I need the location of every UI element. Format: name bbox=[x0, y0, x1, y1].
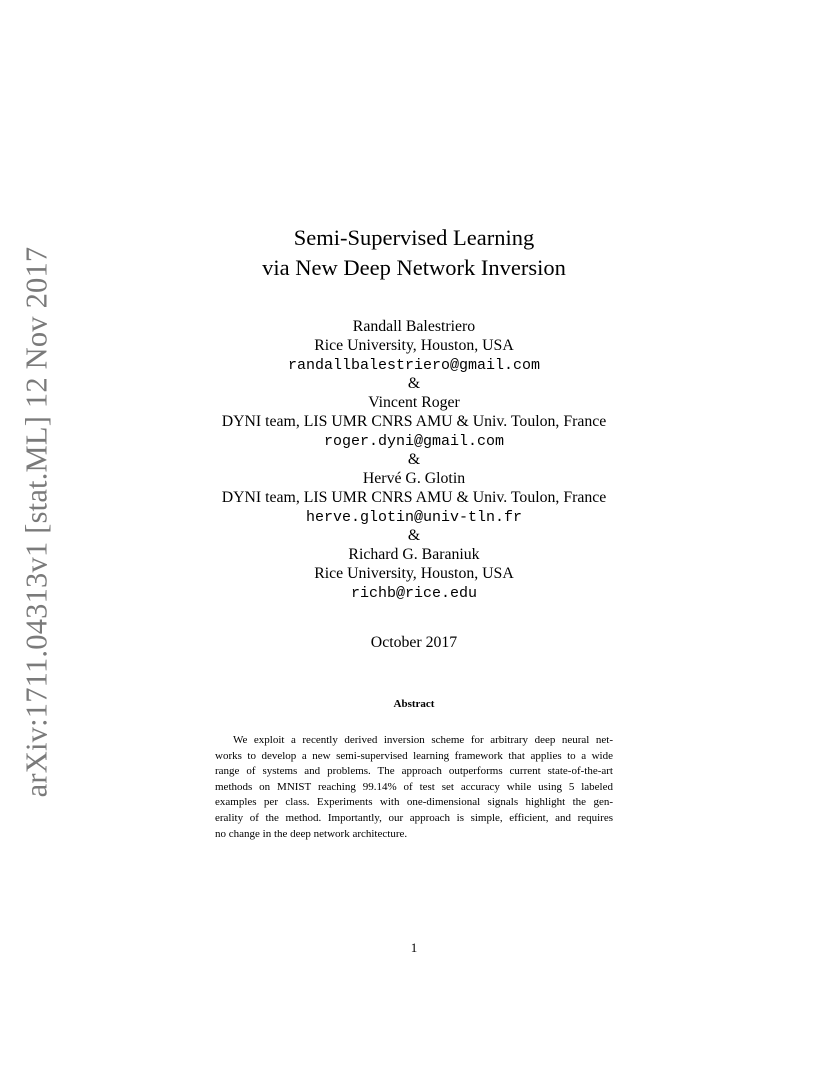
author-name: Randall Balestriero bbox=[352, 318, 476, 335]
author-email: richb@rice.edu bbox=[350, 585, 478, 602]
abstract-line: We exploit a recently derived inversion scheme for arbitrary deep neural net- bbox=[233, 734, 613, 746]
arxiv-identifier-stamp: arXiv:1711.04313v1 [stat.ML] 12 Nov 2017 bbox=[19, 246, 54, 798]
abstract-line: works to develop a new semi-supervised learning framework that applies to a wide bbox=[215, 749, 613, 762]
paper-title-line-2: via New Deep Network Inversion bbox=[262, 255, 566, 280]
author-separator: & bbox=[407, 527, 421, 544]
abstract-line: range of systems and problems. The approach outperforms current state-of-the-art bbox=[215, 765, 613, 778]
author-email: herve.glotin@univ-tln.fr bbox=[305, 509, 523, 526]
paper-title-line-1: Semi-Supervised Learning bbox=[293, 225, 535, 250]
author-affiliation: Rice University, Houston, USA bbox=[314, 565, 514, 582]
abstract-line: erality of the method. Importantly, our approach is simple, efficient, and requires bbox=[215, 811, 613, 824]
author-name: Richard G. Baraniuk bbox=[348, 546, 480, 563]
author-separator: & bbox=[407, 375, 421, 392]
abstract-line: methods on MNIST reaching 99.14% of test set accuracy while using 5 labeled bbox=[215, 780, 613, 793]
author-email: roger.dyni@gmail.com bbox=[323, 433, 505, 450]
author-name: Hervé G. Glotin bbox=[362, 470, 466, 487]
author-affiliation: DYNI team, LIS UMR CNRS AMU & Univ. Toulon, France bbox=[221, 413, 607, 430]
abstract-body bbox=[215, 733, 613, 842]
author-affiliation: DYNI team, LIS UMR CNRS AMU & Univ. Toulon, France bbox=[221, 489, 607, 506]
author-separator: & bbox=[407, 451, 421, 468]
page-number: 1 bbox=[410, 940, 418, 955]
author-name: Vincent Roger bbox=[368, 394, 460, 411]
abstract-line: no change in the deep network architecture. bbox=[215, 827, 408, 840]
abstract-line: examples per class. Experiments with one-dimensional signals highlight the gen- bbox=[215, 796, 613, 809]
abstract-heading: Abstract bbox=[393, 698, 435, 710]
publication-date: October 2017 bbox=[370, 634, 458, 651]
author-affiliation: Rice University, Houston, USA bbox=[314, 337, 514, 354]
author-email: randallbalestriero@gmail.com bbox=[287, 357, 541, 374]
